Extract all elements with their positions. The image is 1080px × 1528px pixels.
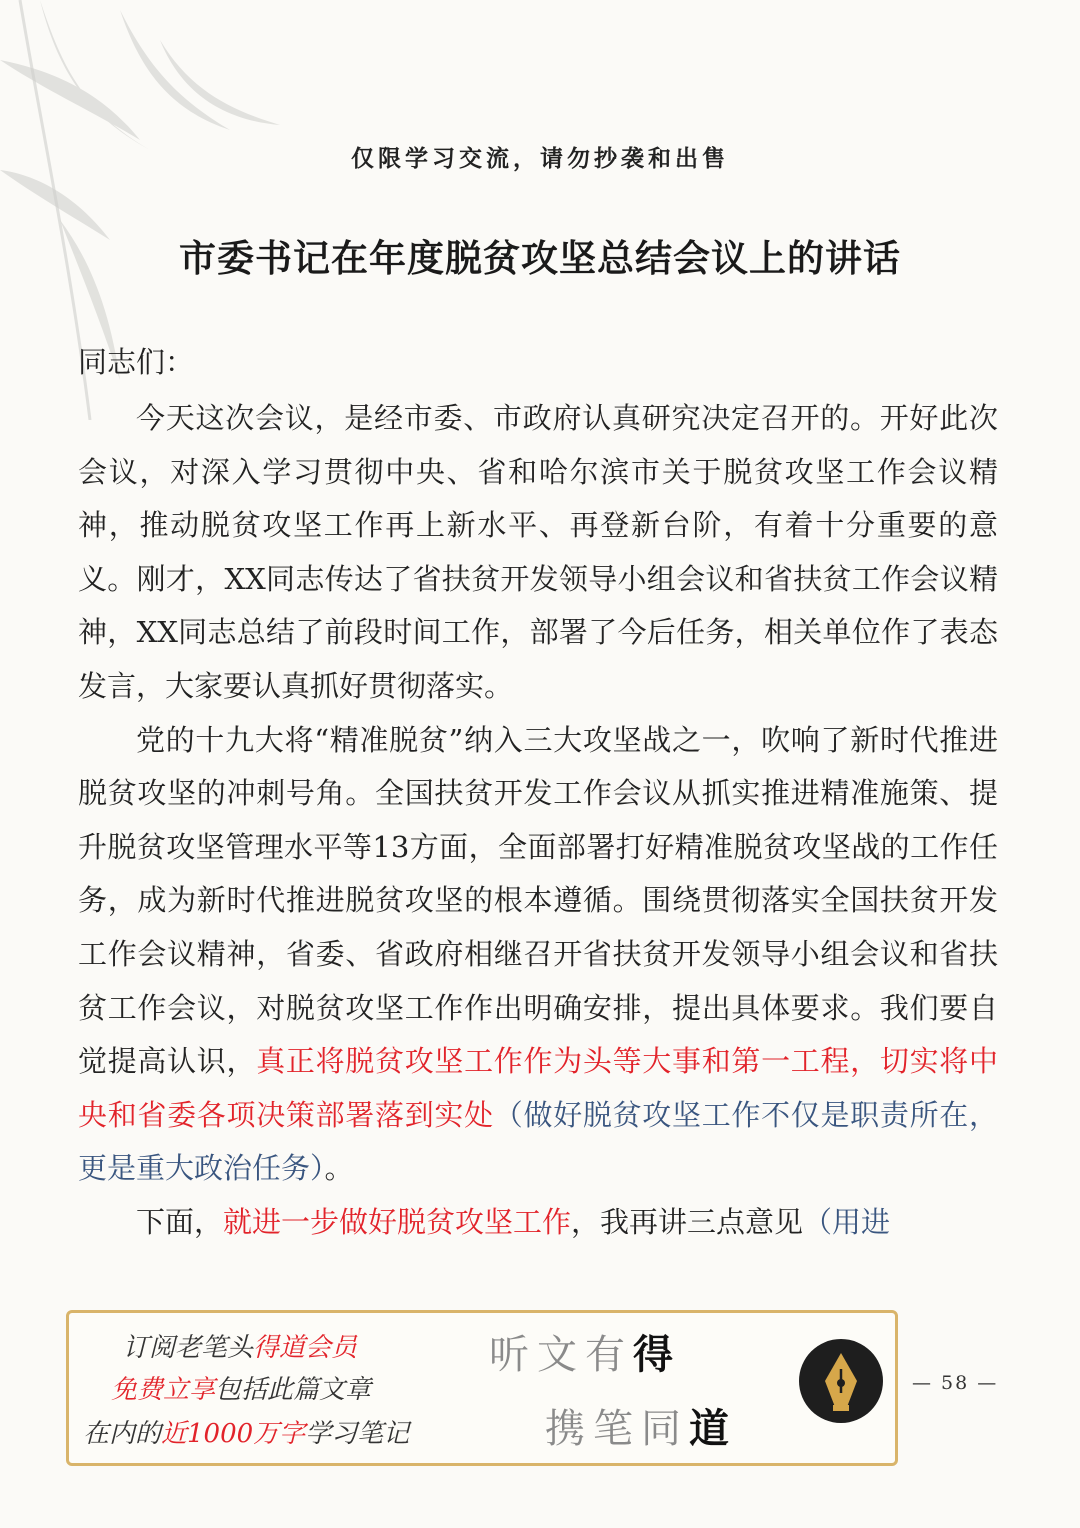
banner-slogan-2 bbox=[545, 1397, 737, 1454]
paragraph-text: 下面， bbox=[136, 1204, 224, 1239]
banner-text: 包括此篇文章 bbox=[215, 1375, 372, 1405]
paragraph-3 bbox=[78, 1196, 998, 1250]
salutation: 同志们： bbox=[78, 345, 195, 379]
slogan-text: 听文有 bbox=[489, 1332, 633, 1378]
paragraph-text: 。 bbox=[324, 1151, 354, 1186]
red-highlight-text: 真正将脱贫攻坚工作作为头等大事和第一工程，切实将中央和省委各项决策部署落到实处 bbox=[78, 1044, 998, 1132]
blue-note-text: （做好脱贫攻坚工作不仅是职责所在，更是重大政治任务） bbox=[78, 1097, 998, 1186]
banner-slogan-1 bbox=[489, 1323, 681, 1380]
banner-highlight: 近1000万字 bbox=[161, 1419, 306, 1449]
copyright-notice: 仅限学习交流，请勿抄袭和出售 bbox=[351, 145, 729, 172]
paragraph-text: 党的十九大将“精准脱贫”纳入三大攻坚战之一，吹响了新时代推进脱贫攻坚的冲刺号角。全国扶贫开发工作会议从抓实推进精准施策、提升脱贫攻坚管理水平等13方面，全面部署打好精准脱贫攻坚战的工作任务，成为新时代推进脱贫攻坚的根本遵循。围绕贯彻落实全国扶贫开发工作会议精神，省委、省政府相继召开省扶贫开发领导小组会议和省扶贫工作会议，对脱贫攻坚工作作出明确安排，提出具体要求。我们要自觉提高认识， bbox=[78, 722, 998, 1079]
banner-highlight: 得道会员 bbox=[253, 1333, 358, 1363]
banner-line-2 bbox=[111, 1369, 371, 1406]
banner-line-1 bbox=[123, 1327, 357, 1364]
slogan-text: 携笔同 bbox=[545, 1406, 689, 1452]
blue-note-text: （用进 bbox=[803, 1204, 891, 1239]
fountain-pen-nib-icon bbox=[799, 1339, 883, 1423]
membership-banner[interactable] bbox=[66, 1310, 898, 1466]
page-number: — 58 — bbox=[912, 1372, 999, 1394]
banner-highlight: 免费立享 bbox=[111, 1375, 216, 1405]
red-highlight-text: 就进一步做好脱贫攻坚工作 bbox=[223, 1204, 572, 1239]
banner-text: 学习笔记 bbox=[305, 1419, 410, 1449]
banner-text: 订阅老笔头 bbox=[123, 1333, 254, 1363]
pen-nib-logo bbox=[799, 1339, 883, 1423]
banner-line-3 bbox=[83, 1413, 409, 1450]
paragraph-1 bbox=[78, 392, 998, 714]
paragraph-2 bbox=[78, 714, 998, 1196]
paragraph-text: 今天这次会议，是经市委、市政府认真研究决定召开的。开好此次会议，对深入学习贯彻中央、省和哈尔滨市关于脱贫攻坚工作会议精神，推动脱贫攻坚工作再上新水平、再登新台阶，有着十分重要的意义。刚才，XX同志传达了省扶贫开发领导小组会议和省扶贫工作会议精神，XX同志总结了前段时间工作，部署了今后任务，相关单位作了表态发言，大家要认真抓好贯彻落实。 bbox=[78, 401, 998, 703]
paragraph-text: ，我再讲三点意见 bbox=[571, 1204, 804, 1239]
document-body bbox=[78, 392, 998, 1250]
document-title: 市委书记在年度脱贫攻坚总结会议上的讲话 bbox=[179, 237, 901, 280]
slogan-emphasis: 得 bbox=[633, 1331, 681, 1378]
banner-text: 在内的 bbox=[83, 1419, 162, 1449]
slogan-emphasis: 道 bbox=[689, 1405, 737, 1452]
